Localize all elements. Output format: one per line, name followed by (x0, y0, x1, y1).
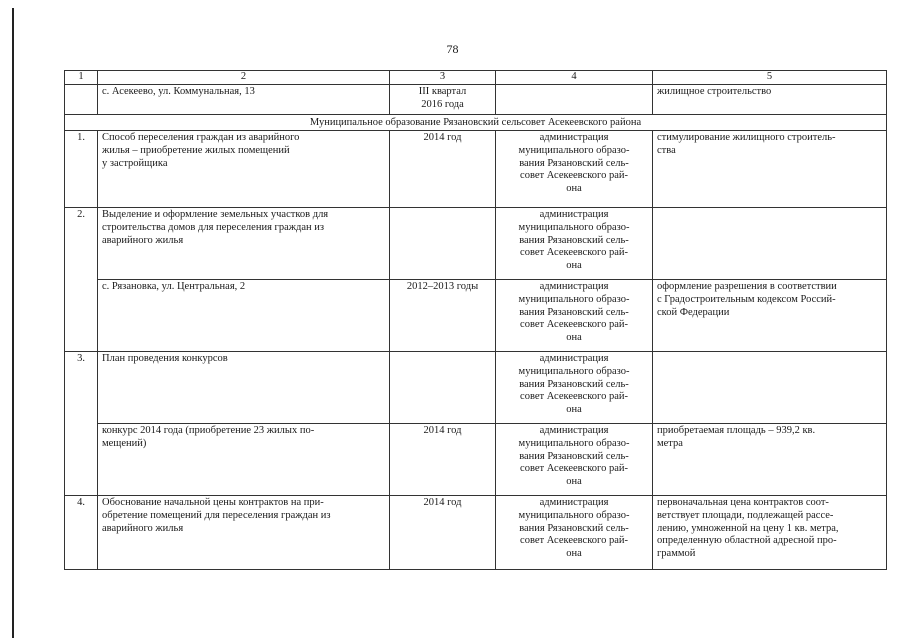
result-cell: жилищное строительство (653, 85, 887, 115)
deadline-cell: 2014 год (390, 131, 496, 208)
header-cell-3: 3 (390, 71, 496, 85)
object-cell: План проведения конкурсов (98, 352, 390, 424)
row-number-cell (65, 85, 98, 115)
deadline-cell: 2014 год (390, 424, 496, 496)
deadline-cell: 2012–2013 годы (390, 280, 496, 352)
page-number: 78 (446, 42, 459, 56)
object-cell: Обоснование начальной цены контрактов на при- обретение помещений для переселения граждан из аварийного жилья (98, 496, 390, 570)
deadline-cell: 2014 год (390, 496, 496, 570)
executor-cell: администрация муниципального образо- вания Рязановский сель- совет Асекеевского рай- она (496, 496, 653, 570)
object-cell: конкурс 2014 года (приобретение 23 жилых по- мещений) (98, 424, 390, 496)
object-cell: Выделение и оформление земельных участков для строительства домов для переселения граждан из аварийного жилья (98, 208, 390, 280)
executor-cell: администрация муниципального образо- вания Рязановский сель- совет Асекеевского рай- она (496, 131, 653, 208)
header-cell-4: 4 (496, 71, 653, 85)
object-cell: с. Рязановка, ул. Центральная, 2 (98, 280, 390, 352)
deadline-cell: III квартал 2016 года (390, 85, 496, 115)
deadline-cell (390, 352, 496, 424)
result-cell (653, 352, 887, 424)
result-cell (653, 208, 887, 280)
table-row (65, 496, 887, 570)
header-cell-1: 1 (65, 71, 98, 85)
deadline-cell (390, 208, 496, 280)
object-cell: Способ переселения граждан из аварийного жилья – приобретение жилых помещений у застройщика (98, 131, 390, 208)
table-row (65, 280, 887, 352)
result-cell: первоначальная цена контрактов соот- ветствует площади, подлежащей рассе- лению, умноженной на цену 1 кв. метра, определенную областной адресной про- граммой (653, 496, 887, 570)
table-row (65, 131, 887, 208)
document-table (64, 70, 887, 570)
object-cell: с. Асекеево, ул. Коммунальная, 13 (98, 85, 390, 115)
table-header-row (65, 71, 887, 85)
row-number-cell: 3. (65, 352, 98, 496)
executor-cell: администрация муниципального образо- вания Рязановский сель- совет Асекеевского рай- она (496, 424, 653, 496)
result-cell: стимулирование жилищного строитель- ства (653, 131, 887, 208)
table-row (65, 424, 887, 496)
result-cell: оформление разрешения в соответствии с Градостроительным кодексом Россий- ской Федерации (653, 280, 887, 352)
executor-cell: администрация муниципального образо- вания Рязановский сель- совет Асекеевского рай- она (496, 208, 653, 280)
executor-cell: администрация муниципального образо- вания Рязановский сель- совет Асекеевского рай- она (496, 352, 653, 424)
binding-margin-line (12, 8, 14, 638)
header-cell-2: 2 (98, 71, 390, 85)
table-row (65, 352, 887, 424)
table-row (65, 85, 887, 115)
executor-cell (496, 85, 653, 115)
section-title: Муниципальное образование Рязановский сельсовет Асекеевского района (65, 115, 887, 131)
result-cell: приобретаемая площадь – 939,2 кв. метра (653, 424, 887, 496)
executor-cell: администрация муниципального образо- вания Рязановский сель- совет Асекеевского рай- она (496, 280, 653, 352)
section-row (65, 115, 887, 131)
row-number-cell: 1. (65, 131, 98, 208)
table-row (65, 208, 887, 280)
row-number-cell: 2. (65, 208, 98, 352)
row-number-cell: 4. (65, 496, 98, 570)
header-cell-5: 5 (653, 71, 887, 85)
